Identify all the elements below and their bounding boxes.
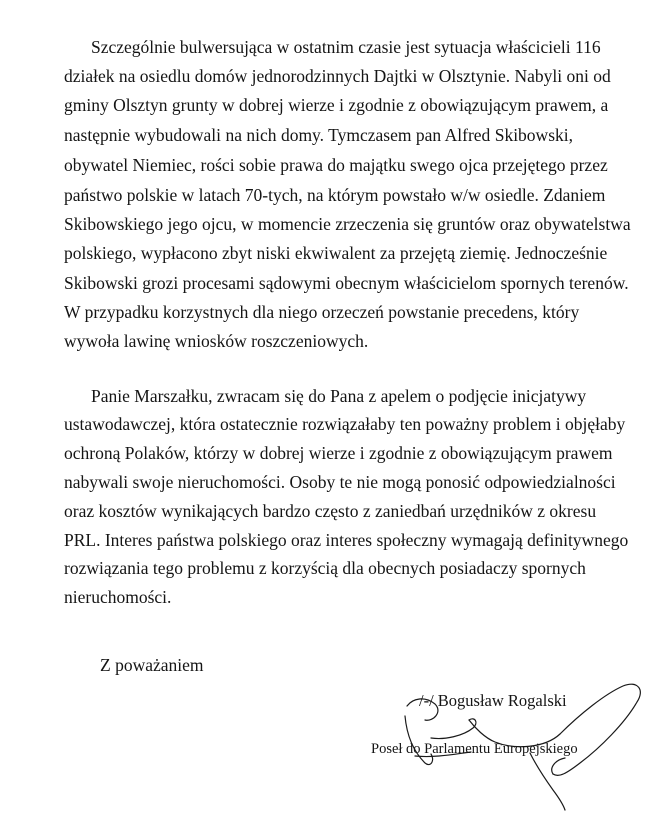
paragraph-line: Panie Marszałku, zwracam się do Pana z apelem o podjęcie inicjatywy <box>91 386 587 406</box>
closing-salutation: Z poważaniem <box>100 655 204 675</box>
signatory-name: Bogusław Rogalski <box>437 691 567 710</box>
paragraph-line: następnie wybudowali na nich domy. Tymczasem pan Alfred Skibowski, <box>64 125 573 145</box>
signatory-name-line <box>419 691 567 711</box>
signatory-prefix: /-/ <box>419 691 434 710</box>
paragraph-line: działek na osiedlu domów jednorodzinnych Dajtki w Olsztynie. Nabyli oni od <box>64 66 611 86</box>
paragraph-line: PRL. Interes państwa polskiego oraz interes społeczny wymagają definitywnego <box>64 530 629 550</box>
paragraph-line: nieruchomości. <box>64 587 172 607</box>
paragraph-line: rozwiązania tego problemu z korzyścią dla obecnych posiadaczy spornych <box>64 558 586 578</box>
paragraph-line: gminy Olsztyn grunty w dobrej wierze i zgodnie z obowiązującym prawem, a <box>64 95 609 115</box>
paragraph-line: Szczególnie bulwersująca w ostatnim czasie jest sytuacja właścicieli 116 <box>91 37 601 57</box>
paragraph-line: wywoła lawinę wniosków roszczeniowych. <box>64 331 369 351</box>
paragraph-line: oraz kosztów wynikających bardzo często z zaniedbań urzędników z okresu <box>64 501 597 521</box>
paragraph-line: W przypadku korzystnych dla niego orzeczeń powstanie precedens, który <box>64 302 580 322</box>
paragraph-line: nabywali swoje nieruchomości. Osoby te nie mogą ponosić odpowiedzialności <box>64 472 616 492</box>
paragraph-line: ustawodawczej, która ostatecznie rozwiązałaby ten poważny problem i objęłaby <box>64 414 626 434</box>
paragraph-line: obywatel Niemiec, rości sobie prawa do majątku swego ojca przejętego przez <box>64 155 608 175</box>
paragraph-line: Skibowski grozi procesami sądowymi obecnym właścicielom spornych terenów. <box>64 273 629 293</box>
signatory-title: Poseł do Parlamentu Europejskiego <box>371 741 578 757</box>
paragraph-line: ochroną Polaków, którzy w dobrej wierze i zgodnie z obowiązującym prawem <box>64 443 613 463</box>
paragraph-line: polskiego, wypłacono zbyt niski ekwiwalent za przejętą ziemię. Jednocześnie <box>64 243 608 263</box>
paragraph-line: państwo polskie w latach 70-tych, na którym powstało w/w osiedle. Zdaniem <box>64 185 606 205</box>
paragraph-line: Skibowskiego jego ojcu, w momencie zrzeczenia się gruntów oraz obywatelstwa <box>64 214 631 234</box>
